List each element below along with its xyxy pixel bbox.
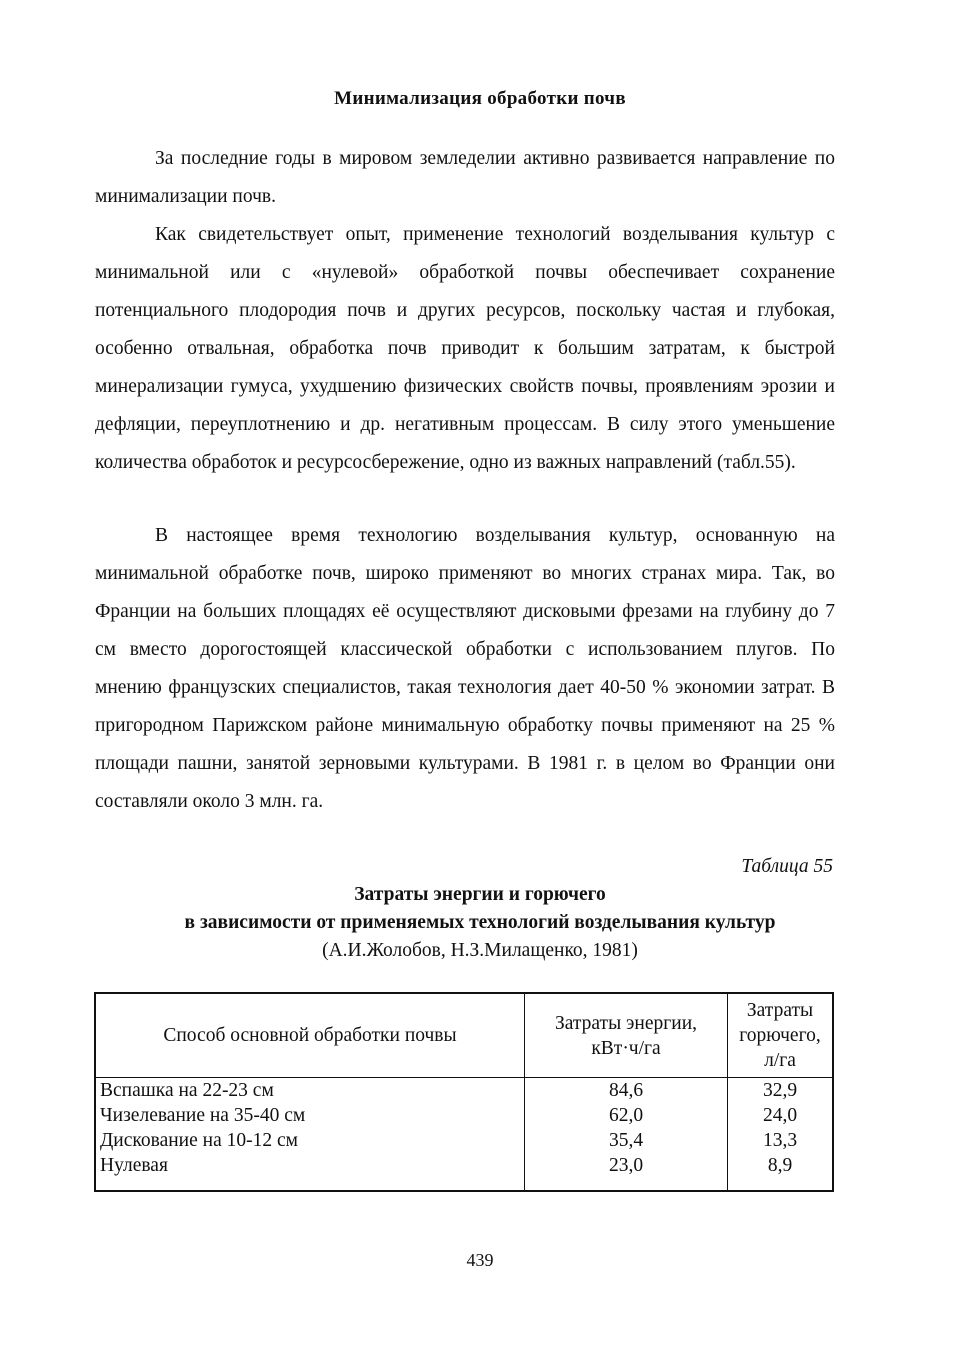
table-row [95, 1153, 833, 1191]
table-caption-line-2: в зависимости от применяемых технологий возделывания культур [184, 912, 776, 933]
cell-method: Чизелевание на 35-40 см [95, 1103, 525, 1128]
cell-energy: 84,6 [525, 1078, 728, 1104]
header-energy: Затраты энергии, кВт·ч/га [525, 993, 728, 1078]
cell-method: Вспашка на 22-23 см [95, 1078, 525, 1104]
cell-energy: 62,0 [525, 1103, 728, 1128]
table-caption-source: (А.И.Жолобов, Н.З.Милащенко, 1981) [322, 940, 638, 961]
cell-method: Нулевая [95, 1153, 525, 1191]
cell-energy: 35,4 [525, 1128, 728, 1153]
cell-fuel: 8,9 [767, 1155, 793, 1176]
cell-method: Дискование на 10-12 см [95, 1128, 525, 1153]
table-row [95, 1103, 833, 1128]
table-caption-line-1: Затраты энергии и горючего [354, 884, 606, 905]
table-number-label: Таблица 55 [741, 856, 833, 877]
paragraph-3: В настоящее время технологию возделывания культур, основанную на минимальной обработке почв, широко применяют во многих странах мира. Так, во Франции на больших площадях её осуществляют дисковыми фрезами на глубину до 7 см вместо дорогостоящей классической обработки с использованием плугов. По мнению французских специалистов, такая технология дает 40-50 % экономии затрат. В пригородном Парижском районе минимальную обработку почвы применяют на 25 % площади пашни, занятой зерновыми культурами. В 1981 г. в целом во Франции они составляли около 3 млн. га. [95, 525, 835, 812]
header-fuel: Затраты горючего, л/га [728, 993, 834, 1078]
cell-fuel: 13,3 [762, 1130, 798, 1151]
page-number: 439 [466, 1250, 494, 1270]
cell-energy: 23,0 [525, 1153, 728, 1191]
energy-fuel-table [94, 992, 834, 1192]
table-row [95, 1078, 833, 1104]
paragraph-1: За последние годы в мировом земледелии активно развивается направление по минимализации почв. [95, 148, 835, 207]
cell-fuel: 32,9 [762, 1080, 798, 1101]
header-method: Способ основной обработки почвы [95, 993, 525, 1078]
paragraph-2: Как свидетельствует опыт, применение технологий возделывания культур с минимальной или с «нулевой» обработкой почвы обеспечивает сохранение потенциального плодородия почв и других ресурсов, поскольку частая и глубокая, особенно отвальная, обработка почв приводит к большим затратам, к быстрой минерализации гумуса, ухудшению физических свойств почвы, проявлениям эрозии и дефляции, переуплотнению и др. негативным процессам. В силу этого уменьшение количества обработок и ресурсосбережение, одно из важных направлений (табл.55). [95, 224, 835, 473]
section-heading: Минимализация обработки почв [334, 88, 626, 109]
cell-fuel: 24,0 [762, 1105, 798, 1126]
table-header-row [95, 993, 833, 1078]
table-row [95, 1128, 833, 1153]
